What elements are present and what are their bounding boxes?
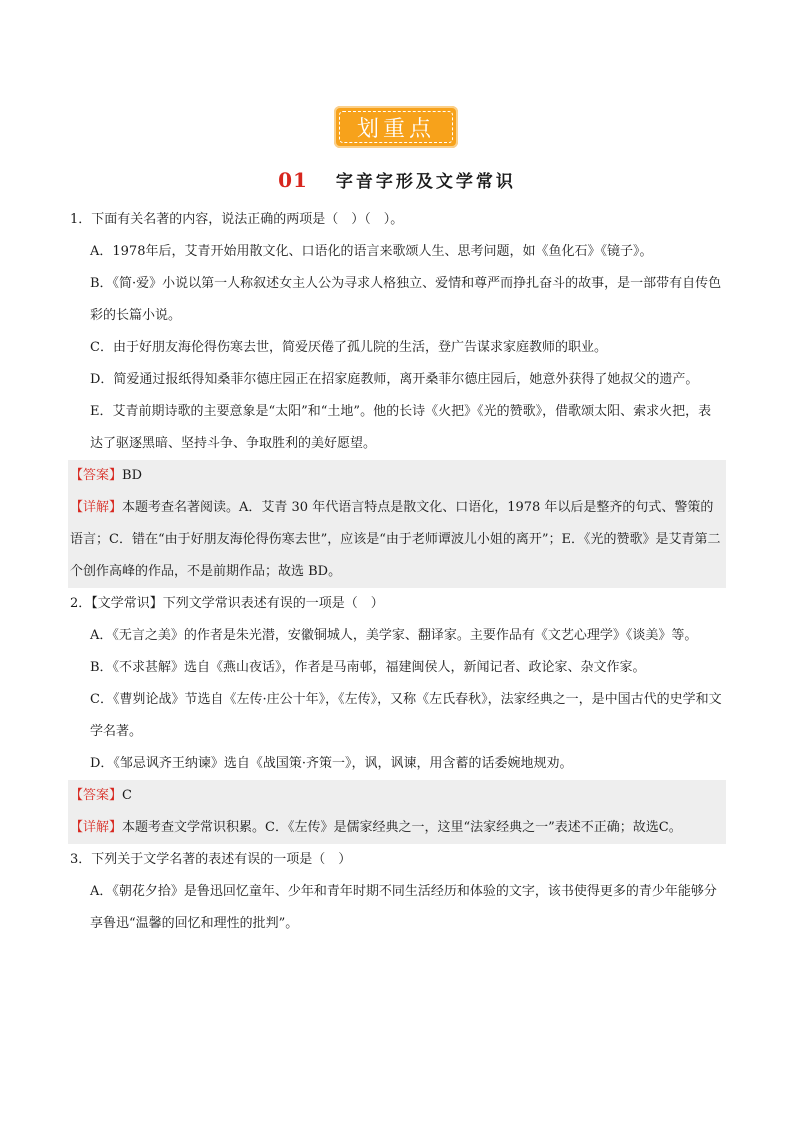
answer-line xyxy=(70,460,724,492)
answer-tag: 【答案】 xyxy=(70,788,123,803)
question-stem: 1．下面有关名著的内容，说法正确的两项是（ ）（ ）。 xyxy=(70,212,404,227)
detail-tag: 【详解】 xyxy=(70,500,123,515)
question-option: D．简爱通过报纸得知桑菲尔德庄园正在招家庭教师，离开桑菲尔德庄园后，她意外获得了她叔父的遗产。 xyxy=(90,372,699,387)
answer-value: C xyxy=(122,788,132,803)
question-option: A．1978年后，艾青开始用散文化、口语化的语言来歌颂人生、思考问题，如《鱼化石》《镜子》。 xyxy=(90,244,653,259)
highlight-banner xyxy=(334,106,458,148)
question-option: D．《邹忌讽齐王纳谏》选自《战国策·齐策一》，讽，讽谏，用含蓄的话委婉地规劝。 xyxy=(90,756,573,771)
question-option: E．艾青前期诗歌的主要意象是“太阳”和“土地”。他的长诗《火把》《光的赞歌》，借歌颂太阳、索求火把，表达了驱逐黑暗、坚持斗争、争取胜利的美好愿望。 xyxy=(90,404,712,451)
detail-line xyxy=(70,812,724,844)
detail-line xyxy=(70,492,724,588)
answer-value: BD xyxy=(122,468,142,483)
detail-text: 本题考查文学常识积累。C．《左传》是儒家经典之一，这里“法家经典之一”表述不正确；故选C。 xyxy=(122,820,682,835)
answer-tag: 【答案】 xyxy=(70,468,123,483)
question-option: C．由于好朋友海伦得伤寒去世，简爱厌倦了孤儿院的生活，登广告谋求家庭教师的职业。 xyxy=(90,340,607,355)
question-option: B．《简·爱》小说以第一人称叙述女主人公为寻求人格独立、爱情和尊严而挣扎奋斗的故事，是一部带有自传色彩的长篇小说。 xyxy=(90,276,722,323)
question-option: B．《不求甚解》选自《燕山夜话》，作者是马南邨，福建闽侯人，新闻记者、政论家、杂文作家。 xyxy=(90,660,646,675)
detail-tag: 【详解】 xyxy=(70,820,123,835)
question-stem: 2．【文学常识】下列文学常识表述有误的一项是（ ） xyxy=(70,596,384,611)
banner-label: 划重点 xyxy=(339,111,453,143)
question-option: C．《曹刿论战》节选自《左传·庄公十年》，《左传》，又称《左氏春秋》，法家经典之一，是中国古代的史学和文学名著。 xyxy=(90,692,722,739)
question-list xyxy=(70,204,724,940)
section-title-text: 字音字形及文学常识 xyxy=(335,172,516,192)
section-heading xyxy=(0,167,794,192)
question-stem: 3．下列关于文学名著的表述有误的一项是（ ） xyxy=(70,852,352,867)
question-option: A．《无言之美》的作者是朱光潜，安徽铜城人，美学家、翻译家。主要作品有《文艺心理学》《谈美》等。 xyxy=(90,628,698,643)
answer-block xyxy=(68,460,726,588)
answer-line xyxy=(70,780,724,812)
answer-block xyxy=(68,780,726,844)
section-number: 01 xyxy=(278,168,308,192)
detail-text: 本题考查名著阅读。A．艾青 30 年代语言特点是散文化、口语化，1978 年以后是整齐的句式、警策的语言；C．错在“由于好朋友海伦得伤寒去世”，应该是“由于老师谭波儿小姐的离开”；E．《光的赞歌》是艾青第二个创作高峰的作品，不是前期作品；故选 BD。 xyxy=(70,500,721,579)
question-option: A．《朝花夕拾》是鲁迅回忆童年、少年和青年时期不同生活经历和体验的文字，该书使得更多的青少年能够分享鲁迅“温馨的回忆和理性的批判”。 xyxy=(90,884,717,931)
